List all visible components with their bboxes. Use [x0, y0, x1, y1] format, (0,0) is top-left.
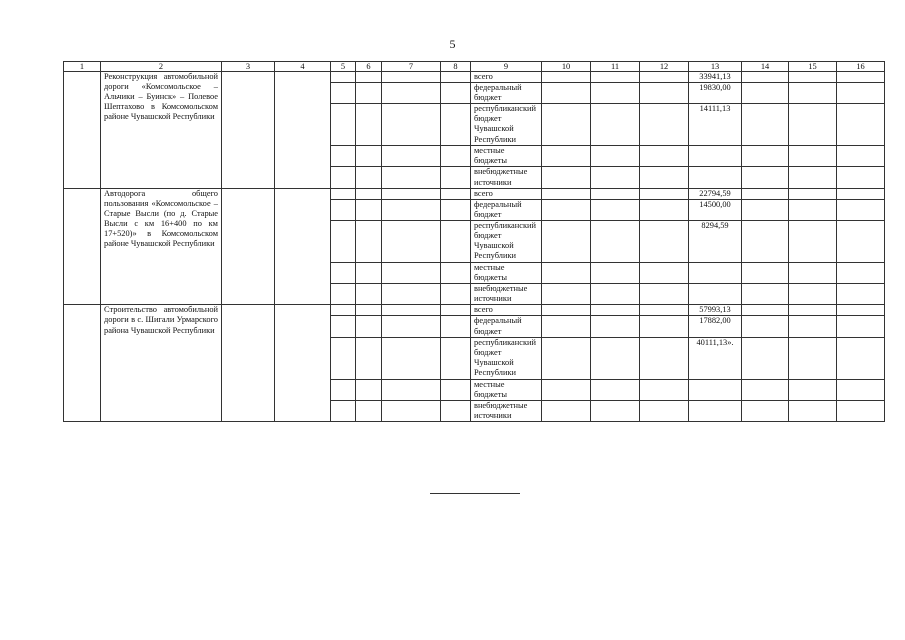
empty-cell [542, 316, 591, 337]
column-header: 13 [689, 62, 742, 72]
empty-cell [591, 284, 640, 305]
column-header: 1 [64, 62, 101, 72]
empty-cell [789, 72, 837, 83]
empty-cell [331, 146, 356, 167]
funding-source: федеральный бюджет [471, 83, 542, 104]
column-header: 10 [542, 62, 591, 72]
empty-cell [837, 337, 885, 379]
funding-source: всего [471, 72, 542, 83]
empty-cell [356, 146, 382, 167]
funding-source: внебюджетные источники [471, 400, 542, 421]
empty-cell [837, 379, 885, 400]
empty-cell [382, 220, 441, 262]
funding-source: местные бюджеты [471, 262, 542, 283]
empty-cell [382, 400, 441, 421]
empty-cell [591, 72, 640, 83]
empty-cell [356, 220, 382, 262]
funding-source: федеральный бюджет [471, 316, 542, 337]
empty-cell [64, 305, 101, 422]
funding-amount [689, 146, 742, 167]
empty-cell [640, 72, 689, 83]
empty-cell [742, 316, 789, 337]
empty-cell [640, 104, 689, 146]
funding-table [63, 61, 885, 422]
empty-cell [640, 188, 689, 199]
funding-amount: 22794,59 [689, 188, 742, 199]
empty-cell [441, 337, 471, 379]
empty-cell [837, 146, 885, 167]
funding-amount: 14111,13 [689, 104, 742, 146]
empty-cell [382, 262, 441, 283]
empty-cell [837, 305, 885, 316]
funding-source: внебюджетные источники [471, 284, 542, 305]
end-rule [430, 493, 520, 494]
empty-cell [441, 379, 471, 400]
empty-cell [331, 199, 356, 220]
empty-cell [441, 188, 471, 199]
funding-source: республиканский бюджет Чувашской Республики [471, 104, 542, 146]
empty-cell [591, 316, 640, 337]
funding-amount: 17882,00 [689, 316, 742, 337]
empty-cell [542, 379, 591, 400]
empty-cell [356, 167, 382, 188]
empty-cell [742, 146, 789, 167]
empty-cell [789, 199, 837, 220]
empty-cell [591, 337, 640, 379]
empty-cell [542, 337, 591, 379]
empty-cell [837, 104, 885, 146]
empty-cell [837, 167, 885, 188]
column-header: 15 [789, 62, 837, 72]
funding-source: внебюджетные источники [471, 167, 542, 188]
empty-cell [789, 316, 837, 337]
empty-cell [356, 316, 382, 337]
empty-cell [789, 188, 837, 199]
empty-cell [591, 262, 640, 283]
empty-cell [789, 167, 837, 188]
empty-cell [331, 72, 356, 83]
empty-cell [591, 199, 640, 220]
empty-cell [742, 199, 789, 220]
empty-cell [789, 305, 837, 316]
empty-cell [591, 146, 640, 167]
empty-cell [331, 104, 356, 146]
empty-cell [742, 337, 789, 379]
empty-cell [441, 72, 471, 83]
empty-cell [742, 188, 789, 199]
empty-cell [591, 104, 640, 146]
empty-cell [640, 379, 689, 400]
table-row [64, 188, 885, 199]
empty-cell [356, 188, 382, 199]
empty-cell [640, 146, 689, 167]
empty-cell [542, 284, 591, 305]
empty-cell [382, 379, 441, 400]
empty-cell [542, 188, 591, 199]
empty-cell [837, 83, 885, 104]
empty-cell [837, 199, 885, 220]
empty-cell [742, 379, 789, 400]
empty-cell [222, 188, 275, 305]
empty-cell [640, 83, 689, 104]
empty-cell [441, 284, 471, 305]
funding-amount: 33941,13 [689, 72, 742, 83]
empty-cell [837, 262, 885, 283]
empty-cell [789, 146, 837, 167]
empty-cell [356, 400, 382, 421]
empty-cell [275, 72, 331, 189]
empty-cell [382, 167, 441, 188]
empty-cell [356, 262, 382, 283]
empty-cell [331, 400, 356, 421]
project-name: Реконструкция автомобильной дороги «Комсомольское – Альчики – Буинск» – Полевое Шептахово в Комсомольском районе Чувашской Республики [101, 72, 222, 189]
funding-amount: 8294,59 [689, 220, 742, 262]
empty-cell [356, 284, 382, 305]
empty-cell [382, 188, 441, 199]
header-row [64, 62, 885, 72]
column-header: 12 [640, 62, 689, 72]
empty-cell [331, 305, 356, 316]
empty-cell [64, 188, 101, 305]
empty-cell [640, 400, 689, 421]
column-header: 8 [441, 62, 471, 72]
empty-cell [789, 379, 837, 400]
empty-cell [542, 305, 591, 316]
empty-cell [382, 305, 441, 316]
empty-cell [331, 188, 356, 199]
empty-cell [382, 72, 441, 83]
column-header: 7 [382, 62, 441, 72]
empty-cell [542, 220, 591, 262]
empty-cell [789, 104, 837, 146]
empty-cell [742, 72, 789, 83]
empty-cell [837, 220, 885, 262]
column-header: 9 [471, 62, 542, 72]
empty-cell [382, 337, 441, 379]
empty-cell [356, 72, 382, 83]
empty-cell [742, 167, 789, 188]
empty-cell [382, 104, 441, 146]
table-row [64, 72, 885, 83]
empty-cell [640, 220, 689, 262]
empty-cell [331, 379, 356, 400]
empty-cell [742, 400, 789, 421]
column-header: 4 [275, 62, 331, 72]
empty-cell [789, 400, 837, 421]
funding-source: местные бюджеты [471, 146, 542, 167]
empty-cell [591, 220, 640, 262]
empty-cell [331, 284, 356, 305]
empty-cell [222, 72, 275, 189]
empty-cell [640, 284, 689, 305]
empty-cell [441, 199, 471, 220]
empty-cell [441, 83, 471, 104]
funding-source: местные бюджеты [471, 379, 542, 400]
empty-cell [356, 104, 382, 146]
empty-cell [275, 305, 331, 422]
funding-source: республиканский бюджет Чувашской Республики [471, 337, 542, 379]
empty-cell [331, 83, 356, 104]
empty-cell [382, 284, 441, 305]
empty-cell [591, 83, 640, 104]
empty-cell [356, 305, 382, 316]
empty-cell [64, 72, 101, 189]
empty-cell [789, 83, 837, 104]
empty-cell [441, 316, 471, 337]
column-header: 14 [742, 62, 789, 72]
table-row [64, 305, 885, 316]
empty-cell [542, 83, 591, 104]
project-name: Автодорога общего пользования «Комсомольское – Старые Высли (по д. Старые Высли с км 16+400 по км 17+520)» в Комсомольском районе Чувашской Республики [101, 188, 222, 305]
empty-cell [591, 188, 640, 199]
empty-cell [742, 220, 789, 262]
empty-cell [441, 262, 471, 283]
column-header: 16 [837, 62, 885, 72]
funding-amount [689, 167, 742, 188]
empty-cell [640, 199, 689, 220]
empty-cell [331, 262, 356, 283]
empty-cell [356, 83, 382, 104]
empty-cell [742, 104, 789, 146]
empty-cell [382, 83, 441, 104]
column-header: 6 [356, 62, 382, 72]
column-header: 2 [101, 62, 222, 72]
empty-cell [331, 220, 356, 262]
empty-cell [356, 199, 382, 220]
empty-cell [742, 262, 789, 283]
project-name: Строительство автомобильной дороги в с. Шигали Урмарского района Чувашской Республики [101, 305, 222, 422]
empty-cell [382, 316, 441, 337]
empty-cell [789, 337, 837, 379]
empty-cell [640, 337, 689, 379]
empty-cell [382, 146, 441, 167]
empty-cell [542, 72, 591, 83]
empty-cell [542, 262, 591, 283]
column-header: 3 [222, 62, 275, 72]
empty-cell [837, 188, 885, 199]
empty-cell [640, 316, 689, 337]
column-header: 11 [591, 62, 640, 72]
funding-amount [689, 379, 742, 400]
empty-cell [837, 72, 885, 83]
empty-cell [542, 104, 591, 146]
empty-cell [331, 316, 356, 337]
empty-cell [542, 400, 591, 421]
empty-cell [591, 305, 640, 316]
empty-cell [382, 199, 441, 220]
empty-cell [742, 83, 789, 104]
empty-cell [640, 167, 689, 188]
empty-cell [441, 400, 471, 421]
empty-cell [837, 400, 885, 421]
funding-amount [689, 262, 742, 283]
empty-cell [789, 262, 837, 283]
empty-cell [789, 284, 837, 305]
empty-cell [222, 305, 275, 422]
funding-amount: 57993,13 [689, 305, 742, 316]
empty-cell [441, 146, 471, 167]
empty-cell [356, 337, 382, 379]
empty-cell [837, 316, 885, 337]
empty-cell [542, 199, 591, 220]
funding-amount: 19830,00 [689, 83, 742, 104]
empty-cell [441, 104, 471, 146]
empty-cell [640, 262, 689, 283]
empty-cell [275, 188, 331, 305]
empty-cell [591, 400, 640, 421]
page-number: 5 [449, 37, 456, 51]
funding-source: республиканский бюджет Чувашской Республики [471, 220, 542, 262]
empty-cell [837, 284, 885, 305]
funding-amount [689, 400, 742, 421]
empty-cell [742, 305, 789, 316]
empty-cell [542, 146, 591, 167]
funding-amount [689, 284, 742, 305]
funding-source: федеральный бюджет [471, 199, 542, 220]
empty-cell [640, 305, 689, 316]
empty-cell [441, 305, 471, 316]
funding-source: всего [471, 305, 542, 316]
empty-cell [591, 167, 640, 188]
empty-cell [356, 379, 382, 400]
funding-amount: 40111,13». [689, 337, 742, 379]
empty-cell [331, 337, 356, 379]
funding-amount: 14500,00 [689, 199, 742, 220]
empty-cell [542, 167, 591, 188]
empty-cell [742, 284, 789, 305]
empty-cell [441, 220, 471, 262]
column-header: 5 [331, 62, 356, 72]
empty-cell [441, 167, 471, 188]
empty-cell [789, 220, 837, 262]
funding-source: всего [471, 188, 542, 199]
empty-cell [331, 167, 356, 188]
empty-cell [591, 379, 640, 400]
